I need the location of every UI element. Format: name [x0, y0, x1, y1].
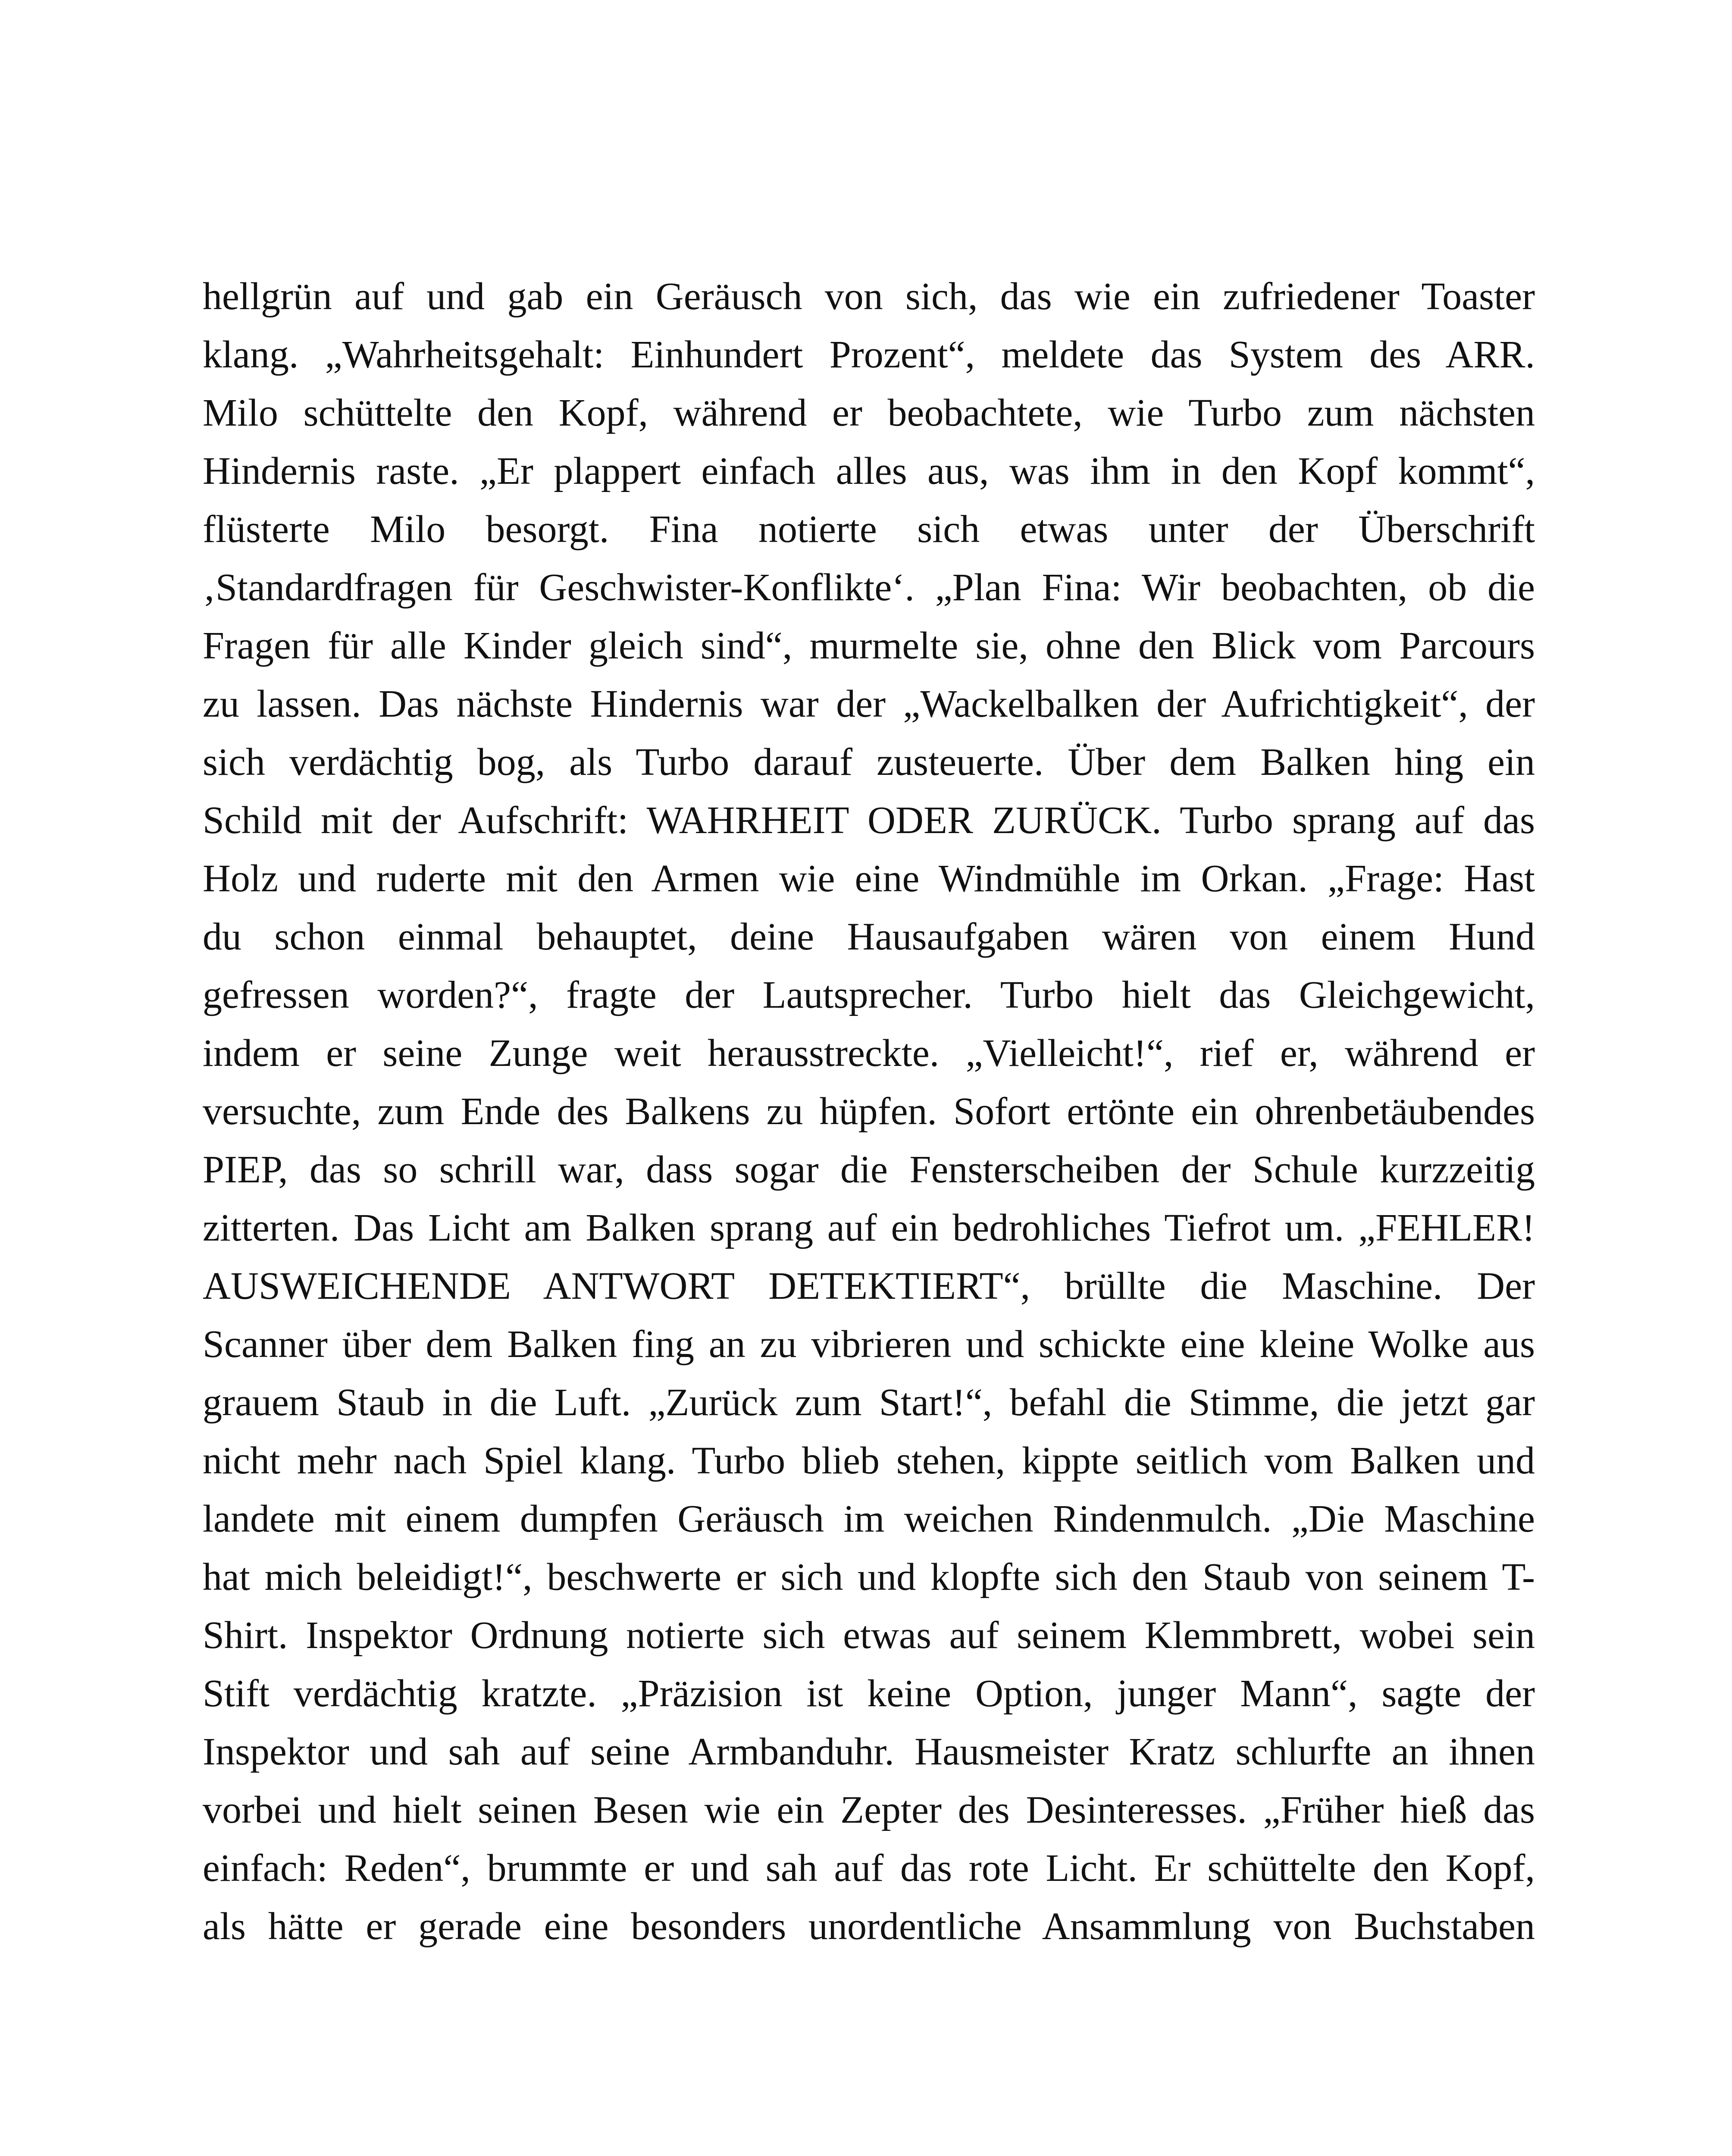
text-line: zitterten. Das Licht am Balken sprang auf ein bedrohliches Tiefrot um. „FEHLER! — [203, 1206, 1535, 1249]
text-line: vorbei und hielt seinen Besen wie ein Zepter des Desinteresses. „Früher hieß das — [203, 1789, 1535, 1831]
text-line: indem er seine Zunge weit herausstreckte. „Vielleicht!“, rief er, während er — [203, 1032, 1535, 1075]
text-line: flüsterte Milo besorgt. Fina notierte sich etwas unter der Überschrift — [203, 508, 1535, 551]
text-line: Scanner über dem Balken fing an zu vibrieren und schickte eine kleine Wolke aus — [203, 1323, 1535, 1366]
text-line: Fragen für alle Kinder gleich sind“, murmelte sie, ohne den Blick vom Parcours — [203, 624, 1535, 667]
text-line: landete mit einem dumpfen Geräusch im weichen Rindenmulch. „Die Maschine — [203, 1498, 1535, 1540]
text-line: AUSWEICHENDE ANTWORT DETEKTIERT“, brüllte die Maschine. Der — [203, 1265, 1535, 1307]
text-line: sich verdächtig bog, als Turbo darauf zusteuerte. Über dem Balken hing ein — [203, 741, 1535, 783]
text-line: einfach: Reden“, brummte er und sah auf das rote Licht. Er schüttelte den Kopf, — [203, 1847, 1535, 1890]
text-line: zu lassen. Das nächste Hindernis war der „Wackelbalken der Aufrichtigkeit“, der — [203, 683, 1535, 725]
text-line: grauem Staub in die Luft. „Zurück zum Start!“, befahl die Stimme, die jetzt gar — [203, 1381, 1535, 1424]
text-line: Shirt. Inspektor Ordnung notierte sich etwas auf seinem Klemmbrett, wobei sein — [203, 1614, 1535, 1657]
text-line: Inspektor und sah auf seine Armbanduhr. Hausmeister Kratz schlurfte an ihnen — [203, 1730, 1535, 1773]
text-line: Milo schüttelte den Kopf, während er beobachtete, wie Turbo zum nächsten — [203, 392, 1535, 434]
text-line: nicht mehr nach Spiel klang. Turbo blieb stehen, kippte seitlich vom Balken und — [203, 1439, 1535, 1482]
text-line: Stift verdächtig kratzte. „Präzision ist keine Option, junger Mann“, sagte der — [203, 1672, 1535, 1715]
text-line: gefressen worden?“, fragte der Lautsprecher. Turbo hielt das Gleichgewicht, — [203, 974, 1535, 1016]
text-line: versuchte, zum Ende des Balkens zu hüpfen. Sofort ertönte ein ohrenbetäubendes — [203, 1090, 1535, 1133]
text-line: als hätte er gerade eine besonders unordentliche Ansammlung von Buchstaben — [203, 1905, 1535, 1948]
text-line: hat mich beleidigt!“, beschwerte er sich und klopfte sich den Staub von seinem T- — [203, 1556, 1535, 1598]
text-line: Hindernis raste. „Er plappert einfach alles aus, was ihm in den Kopf kommt“, — [203, 450, 1535, 492]
text-line: Holz und ruderte mit den Armen wie eine Windmühle im Orkan. „Frage: Hast — [203, 857, 1535, 900]
body-text — [203, 267, 1535, 1955]
text-line: ‚Standardfragen für Geschwister-Konflikte‘. „Plan Fina: Wir beobachten, ob die — [203, 566, 1535, 609]
text-line: hellgrün auf und gab ein Geräusch von sich, das wie ein zufriedener Toaster — [203, 275, 1535, 318]
text-line: Schild mit der Aufschrift: WAHRHEIT ODER ZURÜCK. Turbo sprang auf das — [203, 799, 1535, 842]
text-line: PIEP, das so schrill war, dass sogar die Fensterscheiben der Schule kurzzeitig — [203, 1148, 1535, 1191]
text-line: du schon einmal behauptet, deine Hausaufgaben wären von einem Hund — [203, 915, 1535, 958]
text-line: klang. „Wahrheitsgehalt: Einhundert Prozent“, meldete das System des ARR. — [203, 333, 1535, 376]
